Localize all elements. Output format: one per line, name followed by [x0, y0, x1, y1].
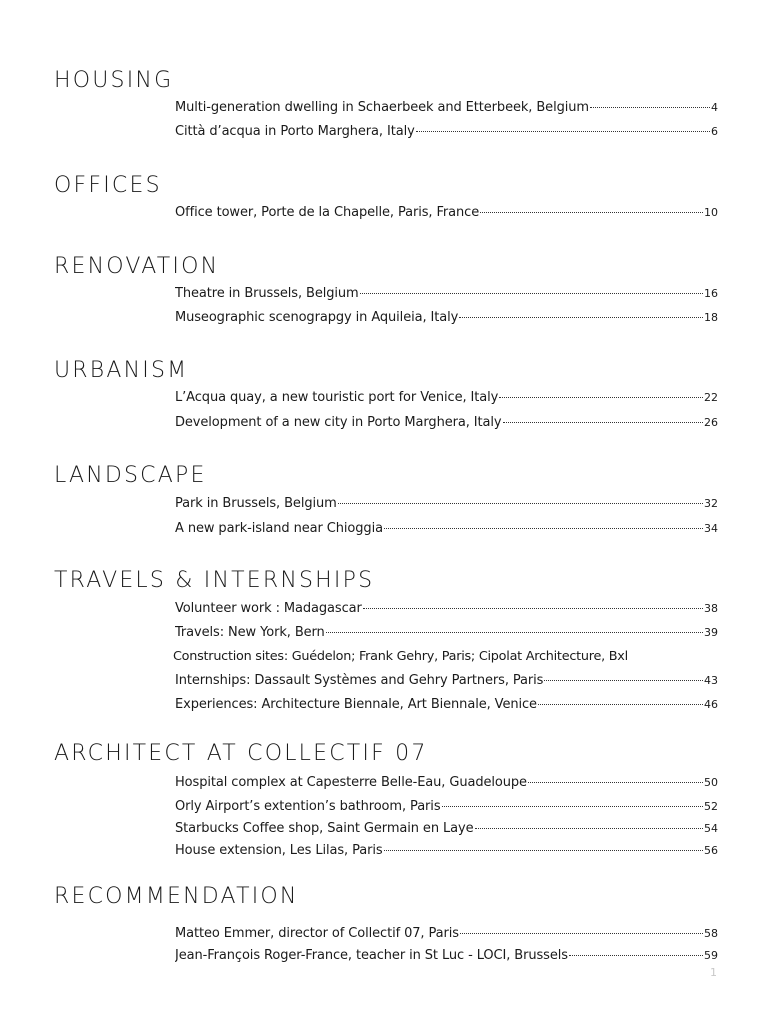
dot-leader: [480, 211, 703, 213]
entry-page-number: 59: [704, 949, 718, 962]
dot-leader: [459, 316, 703, 318]
entry-page-number: 18: [704, 311, 718, 324]
dot-leader: [528, 781, 703, 783]
entry-title: Multi-generation dwelling in Schaerbeek and Etterbeek, Belgium: [175, 100, 589, 115]
entry-title: Matteo Emmer, director of Collectif 07, Paris: [175, 926, 459, 941]
entry-page-number: 52: [704, 800, 718, 813]
toc-entry[interactable]: [175, 493, 718, 515]
dot-leader: [326, 631, 703, 633]
dot-leader: [544, 679, 703, 681]
toc-entry[interactable]: [175, 387, 718, 409]
toc-entry[interactable]: [175, 840, 718, 862]
dot-leader: [503, 421, 703, 423]
entry-page-number: 16: [704, 287, 718, 300]
entry-page-number: 22: [704, 391, 718, 404]
toc-entry[interactable]: [175, 412, 718, 434]
entry-title: Internships: Dassault Systèmes and Gehry Partners, Paris: [175, 673, 544, 688]
section-title: TRAVELS & INTERNSHIPS: [54, 568, 375, 593]
section-title: URBANISM: [54, 358, 189, 383]
dot-leader: [460, 932, 703, 934]
entry-title: A new park-island near Chioggia: [175, 521, 383, 536]
toc-entry[interactable]: [175, 796, 718, 818]
toc-entry[interactable]: [175, 598, 718, 620]
entry-page-number: 50: [704, 776, 718, 789]
toc-entry[interactable]: [175, 202, 718, 224]
entry-page-number: 10: [704, 206, 718, 219]
entry-page-number: 6: [711, 125, 718, 138]
entry-title: Città d’acqua in Porto Marghera, Italy: [175, 124, 415, 139]
entry-page-number: 4: [711, 101, 718, 114]
page-number: 1: [710, 966, 717, 979]
dot-leader: [590, 106, 710, 108]
entry-page-number: 38: [704, 602, 718, 615]
entry-title: Orly Airport’s extention’s bathroom, Paris: [175, 799, 441, 814]
section-title: RECOMMENDATION: [54, 884, 299, 909]
toc-entry[interactable]: [175, 121, 718, 143]
toc-entry[interactable]: [175, 283, 718, 305]
toc-entry[interactable]: [175, 923, 718, 945]
dot-leader: [442, 805, 704, 807]
dot-leader: [538, 703, 703, 705]
entry-title: L’Acqua quay, a new touristic port for Venice, Italy: [175, 390, 499, 405]
dot-leader: [338, 502, 703, 504]
dot-leader: [569, 954, 703, 956]
section-title: LANDSCAPE: [54, 463, 207, 488]
toc-entry[interactable]: [175, 97, 718, 119]
dot-leader: [475, 827, 704, 829]
entry-page-number: 34: [704, 522, 718, 535]
dot-leader: [416, 130, 710, 132]
toc-entry[interactable]: [175, 772, 718, 794]
entry-title: Experiences: Architecture Biennale, Art Biennale, Venice: [175, 697, 537, 712]
toc-entry[interactable]: [175, 518, 718, 540]
entry-page-number: 43: [704, 674, 718, 687]
toc-entry[interactable]: [175, 307, 718, 329]
dot-leader: [499, 396, 703, 398]
entry-page-number: 54: [704, 822, 718, 835]
toc-entry[interactable]: [175, 694, 718, 716]
entry-title: Museographic scenograpgy in Aquileia, Italy: [175, 310, 459, 325]
entry-title: Office tower, Porte de la Chapelle, Paris, France: [175, 205, 480, 220]
dot-leader: [360, 292, 703, 294]
dot-leader: [363, 607, 703, 609]
entry-title: Volunteer work : Madagascar: [175, 601, 362, 616]
section-title: HOUSING: [54, 68, 174, 93]
entry-title: Theatre in Brussels, Belgium: [175, 286, 359, 301]
section-title: ARCHITECT AT COLLECTIF 07: [54, 741, 428, 766]
entry-title: House extension, Les Lilas, Paris: [175, 843, 383, 858]
entry-page-number: 56: [704, 844, 718, 857]
entry-page-number: 26: [704, 416, 718, 429]
toc-entry[interactable]: [175, 670, 718, 692]
toc-entry[interactable]: [175, 622, 718, 644]
entry-title: Hospital complex at Capesterre Belle-Eau, Guadeloupe: [175, 775, 527, 790]
toc-entry[interactable]: [175, 818, 718, 840]
entry-title: Park in Brussels, Belgium: [175, 496, 337, 511]
toc-entry[interactable]: [173, 646, 721, 668]
section-title: OFFICES: [54, 173, 162, 198]
entry-title: Travels: New York, Bern: [175, 625, 325, 640]
toc-entry[interactable]: [175, 945, 718, 967]
dot-leader: [384, 849, 703, 851]
entry-page-number: 58: [704, 927, 718, 940]
entry-title: Jean-François Roger-France, teacher in St Luc - LOCI, Brussels: [175, 948, 568, 963]
entry-title: Construction sites: Guédelon; Frank Gehry, Paris; Cipolat Architecture, Bxl: [173, 649, 628, 664]
entry-title: Starbucks Coffee shop, Saint Germain en Laye: [175, 821, 474, 836]
entry-title: Development of a new city in Porto Marghera, Italy: [175, 415, 502, 430]
dot-leader: [384, 527, 703, 529]
entry-page-number: 32: [704, 497, 718, 510]
entry-page-number: 39: [704, 626, 718, 639]
section-title: RENOVATION: [54, 254, 220, 279]
entry-page-number: 46: [704, 698, 718, 711]
